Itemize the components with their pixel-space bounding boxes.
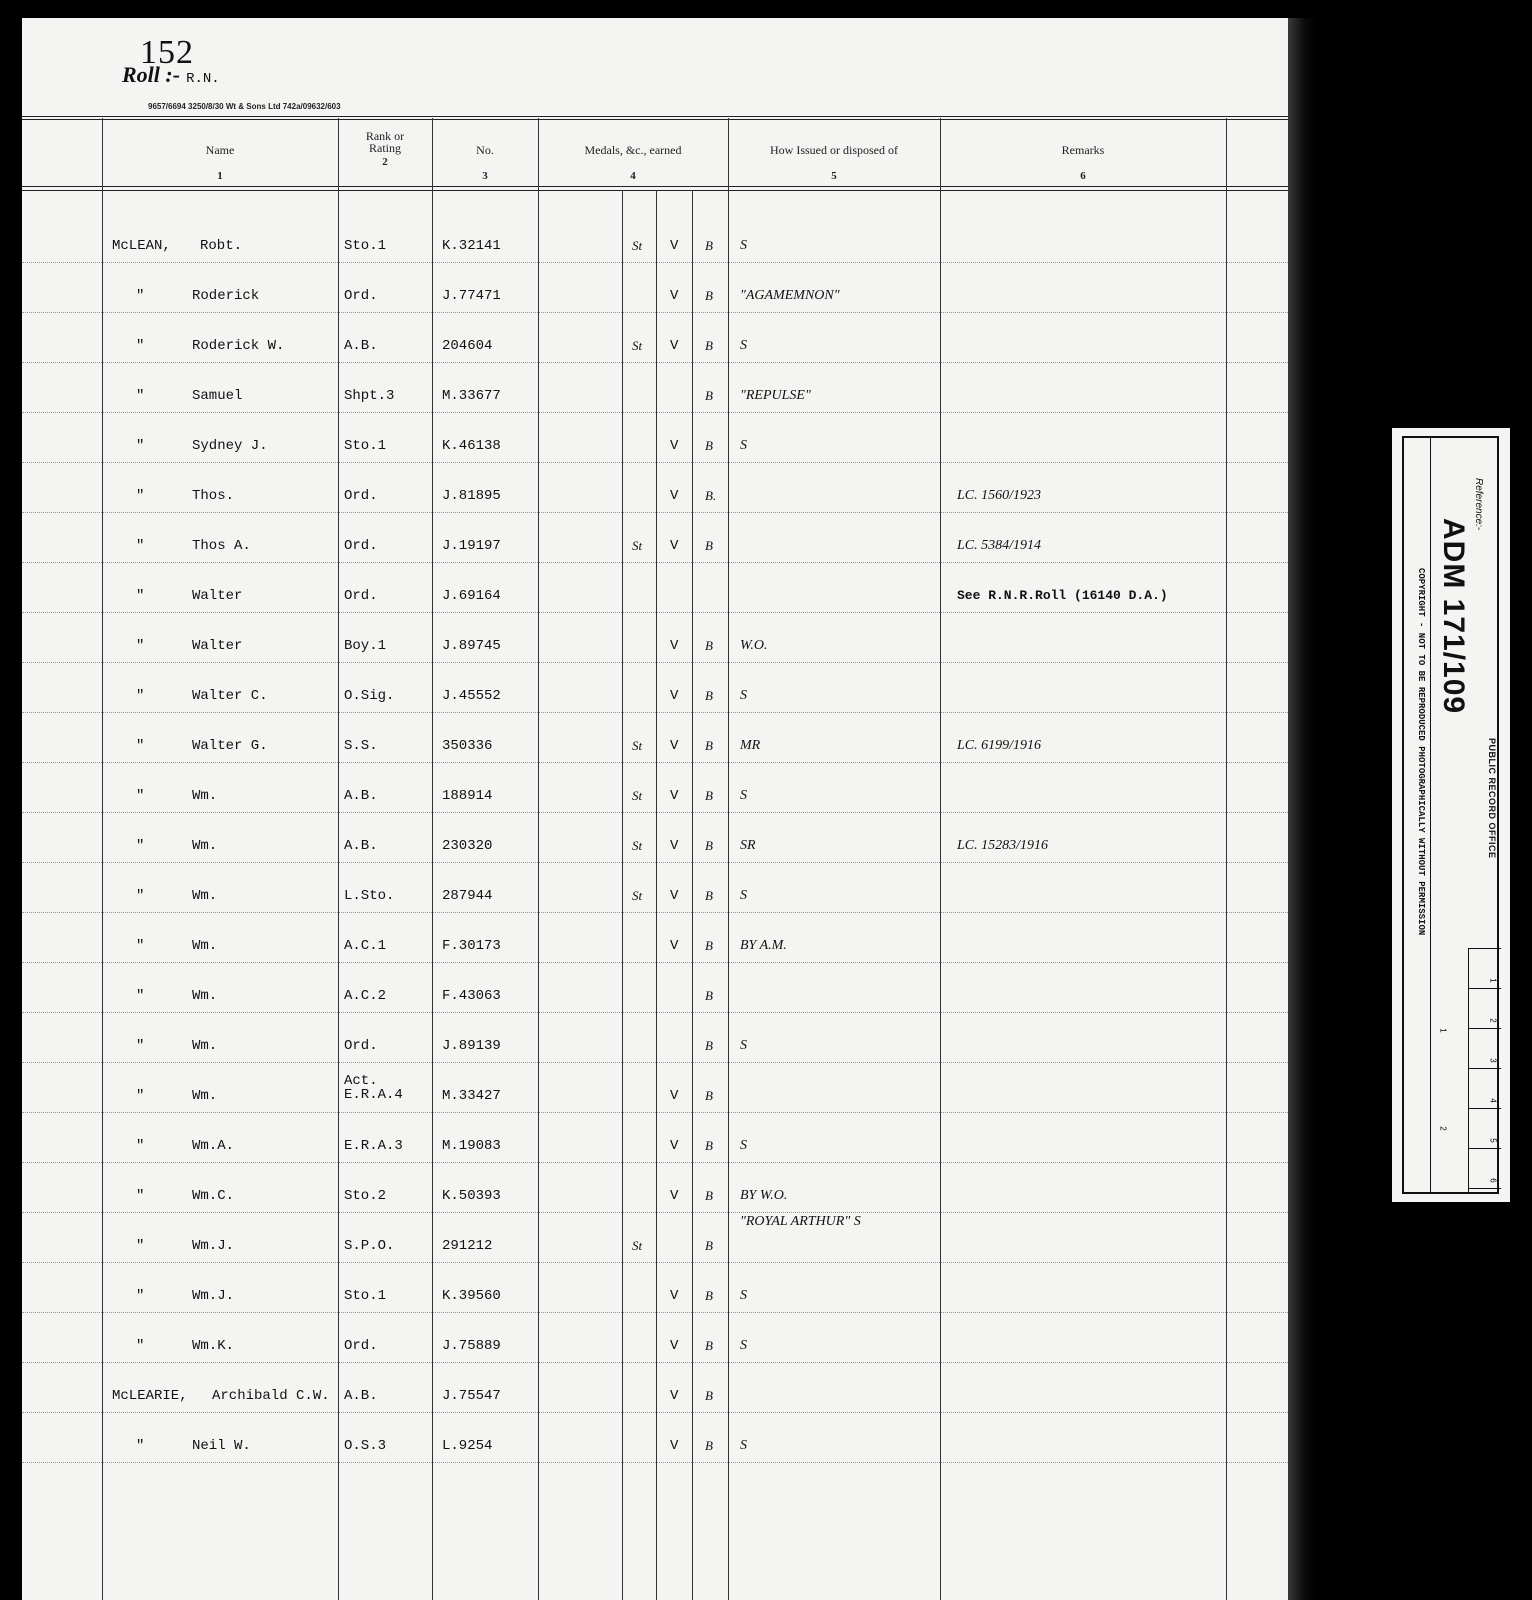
- surname-cell: ": [136, 638, 145, 654]
- surname-cell: ": [136, 1088, 145, 1104]
- rank-cell: Act. E.R.A.4: [344, 1073, 403, 1103]
- ruled-line: [22, 512, 1288, 513]
- service-number-cell: J.69164: [442, 588, 501, 604]
- british-medal-mark: B: [705, 738, 713, 753]
- surname-cell: ": [136, 1338, 145, 1354]
- issued-cell: BY W.O.: [740, 1188, 788, 1203]
- victory-medal-mark: V: [670, 1438, 679, 1454]
- col-line-medals: [538, 118, 539, 1600]
- given-name-cell: Walter G.: [192, 738, 268, 754]
- given-name-cell: Wm.: [192, 1038, 218, 1054]
- issued-cell: S: [740, 1138, 747, 1153]
- service-number-cell: M.33427: [442, 1088, 501, 1104]
- rank-cell: A.C.2: [344, 988, 387, 1004]
- surname-cell: McLEAN,: [112, 238, 171, 254]
- surname-cell: ": [136, 1288, 145, 1304]
- ruled-line: [22, 1262, 1288, 1263]
- victory-medal-mark: V: [670, 638, 679, 654]
- star-medal-mark: St: [632, 838, 643, 853]
- service-number-cell: 230320: [442, 838, 493, 854]
- rank-cell: Ord.: [344, 288, 378, 304]
- reference-number: ADM 171/109: [1437, 518, 1470, 715]
- given-name-cell: Wm.K.: [192, 1338, 235, 1354]
- victory-medal-mark: V: [670, 438, 679, 454]
- service-number-cell: 350336: [442, 738, 493, 754]
- given-name-cell: Wm.: [192, 1088, 218, 1104]
- star-medal-mark: St: [632, 788, 643, 803]
- british-medal-mark: B: [705, 1338, 713, 1353]
- col-line-issued: [728, 118, 729, 1600]
- ruled-line: [22, 1362, 1288, 1363]
- given-name-cell: Wm.J.: [192, 1288, 235, 1304]
- victory-medal-mark: V: [670, 1288, 679, 1304]
- service-number-cell: K.32141: [442, 238, 501, 254]
- issued-cell: MR: [740, 738, 761, 753]
- surname-cell: ": [136, 688, 145, 704]
- remarks-cell: LC. 6199/1916: [957, 738, 1042, 753]
- service-number-cell: J.45552: [442, 688, 501, 704]
- british-medal-mark: B: [705, 938, 713, 953]
- given-name-cell: Samuel: [192, 388, 243, 404]
- issued-cell: S: [740, 438, 747, 453]
- given-name-cell: Wm.J.: [192, 1238, 235, 1254]
- issued-cell: W.O.: [740, 638, 768, 653]
- col-line-remarks: [940, 118, 941, 1600]
- service-number-cell: L.9254: [442, 1438, 493, 1454]
- ruled-line: [22, 1462, 1288, 1463]
- scale-ruler: 1 2 3 4 5 6 1 2: [1468, 948, 1501, 1194]
- issued-cell: "REPULSE": [740, 388, 811, 403]
- surname-cell: ": [136, 838, 145, 854]
- rank-cell: Ord.: [344, 538, 378, 554]
- british-medal-mark: B: [705, 338, 713, 353]
- surname-cell: ": [136, 938, 145, 954]
- service-number-cell: M.19083: [442, 1138, 501, 1154]
- roll-value: R.N.: [186, 71, 220, 87]
- ruled-line: [22, 812, 1288, 813]
- surname-cell: ": [136, 888, 145, 904]
- reference-slip: [1392, 428, 1510, 1202]
- printer-line: 9657/6694 3250/8/30 Wt & Sons Ltd 742a/09632/603: [148, 102, 341, 111]
- british-medal-mark: B: [705, 838, 713, 853]
- given-name-cell: Walter: [192, 588, 243, 604]
- given-name-cell: Archibald C.W.: [212, 1388, 330, 1404]
- given-name-cell: Roderick: [192, 288, 260, 304]
- surname-cell: ": [136, 788, 145, 804]
- col-line-medal-1: [622, 190, 623, 1600]
- surname-cell: ": [136, 738, 145, 754]
- surname-cell: ": [136, 988, 145, 1004]
- top-rule-2: [22, 119, 1288, 120]
- service-number-cell: 287944: [442, 888, 493, 904]
- service-number-cell: J.19197: [442, 538, 501, 554]
- col-line-medal-2: [656, 190, 657, 1600]
- star-medal-mark: St: [632, 538, 643, 553]
- ruled-line: [22, 1012, 1288, 1013]
- ruled-line: [22, 562, 1288, 563]
- british-medal-mark: B: [705, 788, 713, 803]
- surname-cell: ": [136, 1188, 145, 1204]
- rank-cell: L.Sto.: [344, 888, 395, 904]
- remarks-cell: LC. 1560/1923: [957, 488, 1042, 503]
- service-number-cell: F.43063: [442, 988, 501, 1004]
- british-medal-mark: B: [705, 1238, 713, 1253]
- british-medal-mark: B: [705, 288, 713, 303]
- star-medal-mark: St: [632, 888, 643, 903]
- reference-label: Reference:-: [1473, 478, 1484, 531]
- british-medal-mark: B: [705, 688, 713, 703]
- ruled-line: [22, 962, 1288, 963]
- british-medal-mark: B: [705, 538, 713, 553]
- ruled-line: [22, 712, 1288, 713]
- given-name-cell: Thos A.: [192, 538, 251, 554]
- rank-cell: A.B.: [344, 338, 378, 354]
- given-name-cell: Thos.: [192, 488, 235, 504]
- given-name-cell: Neil W.: [192, 1438, 251, 1454]
- col-line-medal-3: [692, 190, 693, 1600]
- remarks-cell: See R.N.R.Roll (16140 D.A.): [957, 588, 1168, 603]
- british-medal-mark: B: [705, 988, 713, 1003]
- rank-cell: A.C.1: [344, 938, 387, 954]
- victory-medal-mark: V: [670, 1088, 679, 1104]
- service-number-cell: J.77471: [442, 288, 501, 304]
- rank-cell: Boy.1: [344, 638, 387, 654]
- victory-medal-mark: V: [670, 1188, 679, 1204]
- surname-cell: ": [136, 288, 145, 304]
- victory-medal-mark: V: [670, 538, 679, 554]
- remarks-cell: LC. 5384/1914: [957, 538, 1042, 553]
- col-header-no: No. 3: [476, 143, 494, 182]
- service-number-cell: F.30173: [442, 938, 501, 954]
- issued-cell: SR: [740, 838, 756, 853]
- ruled-line: [22, 362, 1288, 363]
- ruled-line: [22, 262, 1288, 263]
- british-medal-mark: B.: [705, 488, 717, 503]
- rank-cell: Sto.1: [344, 438, 387, 454]
- victory-medal-mark: V: [670, 738, 679, 754]
- star-medal-mark: St: [632, 738, 643, 753]
- british-medal-mark: B: [705, 1188, 713, 1203]
- service-number-cell: K.46138: [442, 438, 501, 454]
- victory-medal-mark: V: [670, 938, 679, 954]
- service-number-cell: J.75547: [442, 1388, 501, 1404]
- ruled-line: [22, 1112, 1288, 1113]
- surname-cell: ": [136, 338, 145, 354]
- remarks-cell: LC. 15283/1916: [957, 838, 1049, 853]
- victory-medal-mark: V: [670, 1388, 679, 1404]
- rank-cell: Shpt.3: [344, 388, 395, 404]
- given-name-cell: Wm.: [192, 838, 218, 854]
- given-name-cell: Wm.A.: [192, 1138, 235, 1154]
- page-number: 152: [140, 34, 194, 71]
- british-medal-mark: B: [705, 1138, 713, 1153]
- rank-cell: Ord.: [344, 1338, 378, 1354]
- british-medal-mark: B: [705, 1388, 713, 1403]
- issued-cell: "ROYAL ARTHUR" S: [740, 1214, 861, 1229]
- col-line-rank: [338, 118, 339, 1600]
- register-page: [22, 18, 1288, 1600]
- given-name-cell: Wm.: [192, 788, 218, 804]
- service-number-cell: J.75889: [442, 1338, 501, 1354]
- victory-medal-mark: V: [670, 338, 679, 354]
- roll-label: Roll :-: [122, 62, 181, 87]
- service-number-cell: 291212: [442, 1238, 493, 1254]
- ruled-line: [22, 912, 1288, 913]
- british-medal-mark: B: [705, 238, 713, 253]
- star-medal-mark: St: [632, 238, 643, 253]
- ruled-line: [22, 862, 1288, 863]
- office-name: PUBLIC RECORD OFFICE: [1487, 738, 1497, 859]
- victory-medal-mark: V: [670, 888, 679, 904]
- rank-cell: A.B.: [344, 788, 378, 804]
- victory-medal-mark: V: [670, 688, 679, 704]
- surname-cell: ": [136, 1438, 145, 1454]
- ruled-line: [22, 462, 1288, 463]
- service-number-cell: 188914: [442, 788, 493, 804]
- victory-medal-mark: V: [670, 238, 679, 254]
- given-name-cell: Robt.: [200, 238, 243, 254]
- issued-cell: S: [740, 788, 747, 803]
- rank-cell: A.B.: [344, 1388, 378, 1404]
- british-medal-mark: B: [705, 1288, 713, 1303]
- rank-cell: Sto.1: [344, 1288, 387, 1304]
- rank-cell: Sto.1: [344, 238, 387, 254]
- page-edge: [1288, 18, 1316, 1600]
- ruled-line: [22, 312, 1288, 313]
- victory-medal-mark: V: [670, 488, 679, 504]
- col-line-end: [1226, 118, 1227, 1600]
- ruled-line: [22, 1212, 1288, 1213]
- british-medal-mark: B: [705, 1088, 713, 1103]
- star-medal-mark: St: [632, 338, 643, 353]
- service-number-cell: K.39560: [442, 1288, 501, 1304]
- issued-cell: S: [740, 1438, 747, 1453]
- service-number-cell: J.89745: [442, 638, 501, 654]
- given-name-cell: Walter: [192, 638, 243, 654]
- issued-cell: S: [740, 1338, 747, 1353]
- header-bottom-rule-2: [22, 190, 1288, 191]
- rank-cell: Sto.2: [344, 1188, 387, 1204]
- rank-cell: S.S.: [344, 738, 378, 754]
- rank-cell: O.S.3: [344, 1438, 387, 1454]
- british-medal-mark: B: [705, 888, 713, 903]
- header-bottom-rule: [22, 186, 1288, 187]
- service-number-cell: M.33677: [442, 388, 501, 404]
- col-header-issued: How Issued or disposed of 5: [770, 143, 898, 182]
- copyright-notice: COPYRIGHT - NOT TO BE REPRODUCED PHOTOGRAPHICALLY WITHOUT PERMISSION: [1416, 568, 1426, 936]
- british-medal-mark: B: [705, 1438, 713, 1453]
- ruled-line: [22, 762, 1288, 763]
- surname-cell: McLEARIE,: [112, 1388, 188, 1404]
- rank-cell: E.R.A.3: [344, 1138, 403, 1154]
- rank-cell: A.B.: [344, 838, 378, 854]
- col-header-rank: Rank or Rating 2: [365, 129, 405, 168]
- ruled-line: [22, 1312, 1288, 1313]
- ruled-line: [22, 1412, 1288, 1413]
- issued-cell: "AGAMEMNON": [740, 288, 840, 303]
- issued-cell: S: [740, 238, 747, 253]
- col-header-medals: Medals, &c., earned 4: [584, 143, 682, 182]
- rank-cell: Ord.: [344, 588, 378, 604]
- issued-cell: S: [740, 688, 747, 703]
- service-number-cell: J.81895: [442, 488, 501, 504]
- top-rule: [22, 116, 1288, 117]
- surname-cell: ": [136, 1238, 145, 1254]
- surname-cell: ": [136, 588, 145, 604]
- given-name-cell: Wm.: [192, 938, 218, 954]
- given-name-cell: Roderick W.: [192, 338, 285, 354]
- surname-cell: ": [136, 1138, 145, 1154]
- ruled-line: [22, 662, 1288, 663]
- col-header-name: Name 1: [205, 143, 235, 182]
- col-line-name: [102, 118, 103, 1600]
- victory-medal-mark: V: [670, 288, 679, 304]
- reference-frame: [1402, 436, 1499, 1194]
- service-number-cell: K.50393: [442, 1188, 501, 1204]
- col-line-no: [432, 118, 433, 1600]
- ruled-line: [22, 1162, 1288, 1163]
- surname-cell: ": [136, 538, 145, 554]
- british-medal-mark: B: [705, 638, 713, 653]
- surname-cell: ": [136, 488, 145, 504]
- given-name-cell: Wm.: [192, 988, 218, 1004]
- ruled-line: [22, 412, 1288, 413]
- issued-cell: S: [740, 338, 747, 353]
- surname-cell: ": [136, 438, 145, 454]
- ruled-line: [22, 612, 1288, 613]
- given-name-cell: Sydney J.: [192, 438, 268, 454]
- victory-medal-mark: V: [670, 788, 679, 804]
- reference-divider: [1430, 438, 1431, 1192]
- roll-title: [122, 62, 220, 88]
- star-medal-mark: St: [632, 1238, 643, 1253]
- victory-medal-mark: V: [670, 1138, 679, 1154]
- british-medal-mark: B: [705, 388, 713, 403]
- rank-cell: Ord.: [344, 488, 378, 504]
- rank-cell: Ord.: [344, 1038, 378, 1054]
- victory-medal-mark: V: [670, 838, 679, 854]
- col-header-remarks: Remarks 6: [1061, 143, 1105, 182]
- british-medal-mark: B: [705, 438, 713, 453]
- issued-cell: S: [740, 1288, 747, 1303]
- issued-cell: S: [740, 888, 747, 903]
- service-number-cell: J.89139: [442, 1038, 501, 1054]
- british-medal-mark: B: [705, 1038, 713, 1053]
- rank-cell: O.Sig.: [344, 688, 395, 704]
- victory-medal-mark: V: [670, 1338, 679, 1354]
- issued-cell: S: [740, 1038, 747, 1053]
- given-name-cell: Walter C.: [192, 688, 268, 704]
- rank-cell: S.P.O.: [344, 1238, 395, 1254]
- issued-cell: BY A.M.: [740, 938, 787, 953]
- surname-cell: ": [136, 388, 145, 404]
- surname-cell: ": [136, 1038, 145, 1054]
- service-number-cell: 204604: [442, 338, 493, 354]
- given-name-cell: Wm.: [192, 888, 218, 904]
- given-name-cell: Wm.C.: [192, 1188, 235, 1204]
- ruled-line: [22, 1062, 1288, 1063]
